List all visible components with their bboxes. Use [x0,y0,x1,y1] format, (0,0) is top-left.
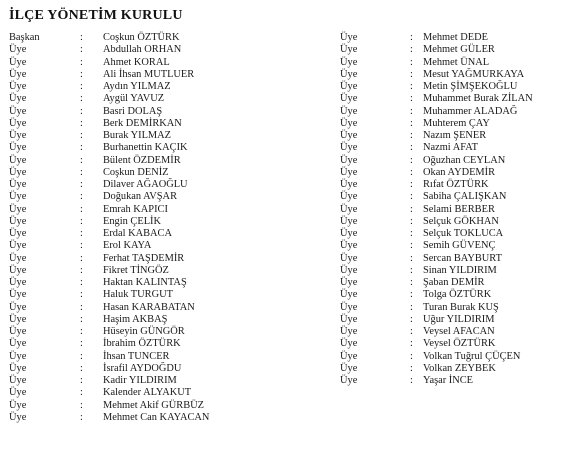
member-name: Haktan KALINTAŞ [103,277,187,288]
member-row [340,167,572,179]
member-row [9,412,279,424]
member-row [340,338,572,350]
separator-colon: : [80,32,83,43]
member-name: Nazmi AFAT [423,142,478,154]
member-row [9,400,279,412]
member-row [340,44,572,56]
member-name: Kadir YILDIRIM [103,375,177,386]
member-name: Burak YILMAZ [103,130,172,141]
member-name: İbrahim ÖZTÜRK [103,338,181,350]
separator-colon: : [80,44,83,56]
separator-colon: : [410,44,413,56]
member-role: Üye [9,117,27,129]
member-role: Üye [340,130,358,141]
member-role: Başkan [9,32,40,43]
member-row [9,265,279,277]
member-name: Dilaver AĞAOĞLU [103,179,188,190]
member-row [340,142,572,154]
separator-colon: : [410,130,413,141]
member-role: Üye [340,93,358,105]
separator-colon: : [410,179,413,190]
member-role: Üye [340,117,358,129]
member-name: Veysel ÖZTÜRK [423,338,496,350]
member-row [9,277,279,289]
separator-colon: : [80,375,83,386]
member-name: Mehmet Can KAYACAN [103,411,210,423]
separator-colon: : [410,350,413,362]
member-row [340,155,572,167]
separator-colon: : [410,105,413,117]
member-name: Sercan BAYBURT [423,252,502,264]
member-role: Üye [9,399,27,411]
member-role: Üye [9,313,27,325]
member-row [340,32,572,44]
member-role: Üye [9,191,27,203]
separator-colon: : [80,105,83,117]
member-row [340,204,572,216]
member-row [9,363,279,375]
member-row [9,179,279,191]
member-role: Üye [9,203,27,215]
member-name: Selçuk TOKLUCA [423,228,504,239]
member-row [9,375,279,387]
member-row [9,167,279,179]
separator-colon: : [80,56,83,68]
member-row [340,302,572,314]
separator-colon: : [410,215,413,227]
member-role: Üye [9,44,27,56]
member-name: Sabiha ÇALIŞKAN [423,191,507,203]
member-row [340,69,572,81]
separator-colon: : [410,326,413,337]
member-row [340,314,572,326]
member-row [9,289,279,301]
separator-colon: : [80,179,83,190]
member-role: Üye [340,289,358,301]
member-role: Üye [9,93,27,105]
member-role: Üye [340,326,358,337]
member-row [9,338,279,350]
member-name: İhsan TUNCER [103,350,170,362]
separator-colon: : [410,166,413,178]
member-role: Üye [9,130,27,141]
member-name: Emrah KAPICI [103,203,168,215]
member-row [9,81,279,93]
member-row [340,253,572,265]
member-row [340,93,572,105]
member-role: Üye [340,166,358,178]
member-row [340,289,572,301]
separator-colon: : [410,313,413,325]
separator-colon: : [80,203,83,215]
separator-colon: : [80,350,83,362]
separator-colon: : [80,387,83,399]
member-name: Fikret TİNGÖZ [103,264,169,276]
member-name: Veysel AFACAN [423,326,495,337]
page-title: İLÇE YÖNETİM KURULU [9,8,183,23]
separator-colon: : [80,81,83,92]
member-role: Üye [340,277,358,288]
member-row [9,228,279,240]
separator-colon: : [80,289,83,301]
member-name: Bülent ÖZDEMİR [103,154,181,166]
member-role: Üye [340,350,358,362]
member-row [340,240,572,252]
separator-colon: : [410,142,413,154]
member-name: Kalender ALYAKUT [103,387,192,399]
member-name: Mehmet Akif GÜRBÜZ [103,399,205,411]
member-name: Uğur YILDIRIM [423,313,495,325]
member-row [340,130,572,142]
member-name: Ferhat TAŞDEMİR [103,252,185,264]
separator-colon: : [410,277,413,288]
member-row [340,191,572,203]
member-role: Üye [9,142,27,154]
member-name: Selçuk GÖKHAN [423,215,499,227]
member-name: Coşkun DENİZ [103,166,169,178]
separator-colon: : [80,240,83,252]
member-role: Üye [9,68,27,80]
member-row [340,81,572,93]
member-name: Haluk TURGUT [103,289,173,301]
separator-colon: : [80,93,83,105]
member-role: Üye [9,411,27,423]
member-role: Üye [9,326,27,337]
member-row [9,32,279,44]
separator-colon: : [410,228,413,239]
member-role: Üye [9,289,27,301]
member-role: Üye [9,240,27,252]
member-role: Üye [340,264,358,276]
member-row [9,302,279,314]
member-row [9,387,279,399]
member-row [9,57,279,69]
member-role: Üye [9,81,27,92]
member-name: Okan AYDEMİR [423,166,496,178]
member-list-right [340,32,572,387]
member-role: Üye [340,142,358,154]
member-name: Basri DOLAŞ [103,105,163,117]
separator-colon: : [410,203,413,215]
member-row [340,179,572,191]
separator-colon: : [410,117,413,129]
separator-colon: : [410,68,413,80]
member-role: Üye [340,338,358,350]
member-name: Aygül YAVUZ [103,93,165,105]
member-name: Turan Burak KUŞ [423,301,499,313]
member-row [340,57,572,69]
member-role: Üye [9,277,27,288]
member-name: Hasan KARABATAN [103,301,195,313]
member-name: Burhanettin KAÇIK [103,142,188,154]
separator-colon: : [80,117,83,129]
member-row [340,265,572,277]
member-row [9,326,279,338]
member-name: Haşim AKBAŞ [103,313,168,325]
separator-colon: : [410,81,413,92]
member-role: Üye [340,301,358,313]
member-role: Üye [9,338,27,350]
member-name: Selami BERBER [423,203,495,215]
member-row [9,351,279,363]
member-name: İsrafil AYDOĞDU [103,362,182,374]
separator-colon: : [80,215,83,227]
member-row [340,375,572,387]
member-name: Mesut YAĞMURKAYA [423,68,525,80]
member-row [340,363,572,375]
member-row [9,204,279,216]
member-row [340,216,572,228]
separator-colon: : [80,301,83,313]
member-list-left [9,32,279,424]
member-row [340,228,572,240]
member-role: Üye [9,166,27,178]
member-name: Erol KAYA [103,240,152,252]
member-role: Üye [9,264,27,276]
member-role: Üye [9,387,27,399]
member-name: Volkan Tuğrul ÇÜÇEN [423,350,521,362]
member-name: Engin ÇELİK [103,215,162,227]
member-name: Ahmet KORAL [103,56,170,68]
separator-colon: : [410,191,413,203]
member-row [9,44,279,56]
member-row [9,130,279,142]
member-name: Metin ŞİMŞEKOĞLU [423,81,518,92]
separator-colon: : [410,375,413,386]
member-role: Üye [340,215,358,227]
member-role: Üye [9,350,27,362]
member-name: Berk DEMİRKAN [103,117,182,129]
member-role: Üye [340,191,358,203]
separator-colon: : [410,289,413,301]
member-role: Üye [340,154,358,166]
member-role: Üye [340,313,358,325]
member-name: Mehmet ÜNAL [423,56,490,68]
member-role: Üye [9,105,27,117]
member-row [9,118,279,130]
member-name: Doğukan AVŞAR [103,191,177,203]
member-row [9,142,279,154]
member-row [340,326,572,338]
separator-colon: : [80,191,83,203]
member-role: Üye [9,375,27,386]
member-role: Üye [340,105,358,117]
member-role: Üye [9,301,27,313]
member-role: Üye [340,56,358,68]
member-name: Aydın YILMAZ [103,81,171,92]
member-name: Yaşar İNCE [423,375,474,386]
member-name: Muhterem ÇAY [423,117,490,129]
member-row [9,106,279,118]
separator-colon: : [80,338,83,350]
separator-colon: : [410,240,413,252]
member-row [9,240,279,252]
member-name: Semih GÜVENÇ [423,240,496,252]
separator-colon: : [410,362,413,374]
member-row [340,118,572,130]
member-row [9,253,279,265]
separator-colon: : [80,313,83,325]
member-role: Üye [340,44,358,56]
separator-colon: : [80,228,83,239]
member-name: Abdullah ORHAN [103,44,182,56]
member-role: Üye [9,56,27,68]
separator-colon: : [410,56,413,68]
separator-colon: : [80,154,83,166]
member-role: Üye [340,240,358,252]
separator-colon: : [80,362,83,374]
separator-colon: : [80,399,83,411]
member-role: Üye [340,81,358,92]
member-role: Üye [340,203,358,215]
member-role: Üye [9,252,27,264]
member-row [340,351,572,363]
member-name: Oğuzhan CEYLAN [423,154,506,166]
member-name: Şaban DEMİR [423,277,485,288]
member-name: Hüseyin GÜNGÖR [103,326,185,337]
separator-colon: : [80,277,83,288]
member-row [9,69,279,81]
separator-colon: : [80,252,83,264]
member-row [9,314,279,326]
member-role: Üye [340,68,358,80]
separator-colon: : [410,252,413,264]
separator-colon: : [80,411,83,423]
member-role: Üye [9,228,27,239]
member-name: Tolga ÖZTÜRK [423,289,492,301]
member-name: Nazım ŞENER [423,130,487,141]
member-name: Coşkun ÖZTÜRK [103,32,180,43]
member-name: Muhammer ALADAĞ [423,105,518,117]
member-name: Rıfat ÖZTÜRK [423,179,489,190]
separator-colon: : [80,130,83,141]
member-name: Volkan ZEYBEK [423,362,496,374]
separator-colon: : [410,301,413,313]
member-row [9,155,279,167]
separator-colon: : [410,338,413,350]
member-role: Üye [340,375,358,386]
member-role: Üye [9,362,27,374]
separator-colon: : [410,264,413,276]
member-row [9,216,279,228]
member-role: Üye [340,362,358,374]
separator-colon: : [80,142,83,154]
member-name: Sinan YILDIRIM [423,264,497,276]
member-name: Erdal KABACA [103,228,172,239]
member-name: Muhammet Burak ZİLAN [423,93,533,105]
member-role: Üye [9,179,27,190]
separator-colon: : [80,264,83,276]
separator-colon: : [80,68,83,80]
member-row [340,277,572,289]
separator-colon: : [80,326,83,337]
member-name: Mehmet DEDE [423,32,488,43]
member-name: Ali İhsan MUTLUER [103,68,195,80]
member-role: Üye [340,252,358,264]
separator-colon: : [410,32,413,43]
separator-colon: : [80,166,83,178]
member-role: Üye [9,154,27,166]
member-role: Üye [340,228,358,239]
member-row [9,93,279,105]
separator-colon: : [410,93,413,105]
separator-colon: : [410,154,413,166]
member-role: Üye [9,215,27,227]
member-row [9,191,279,203]
member-role: Üye [340,179,358,190]
member-role: Üye [340,32,358,43]
member-row [340,106,572,118]
member-name: Mehmet GÜLER [423,44,495,56]
